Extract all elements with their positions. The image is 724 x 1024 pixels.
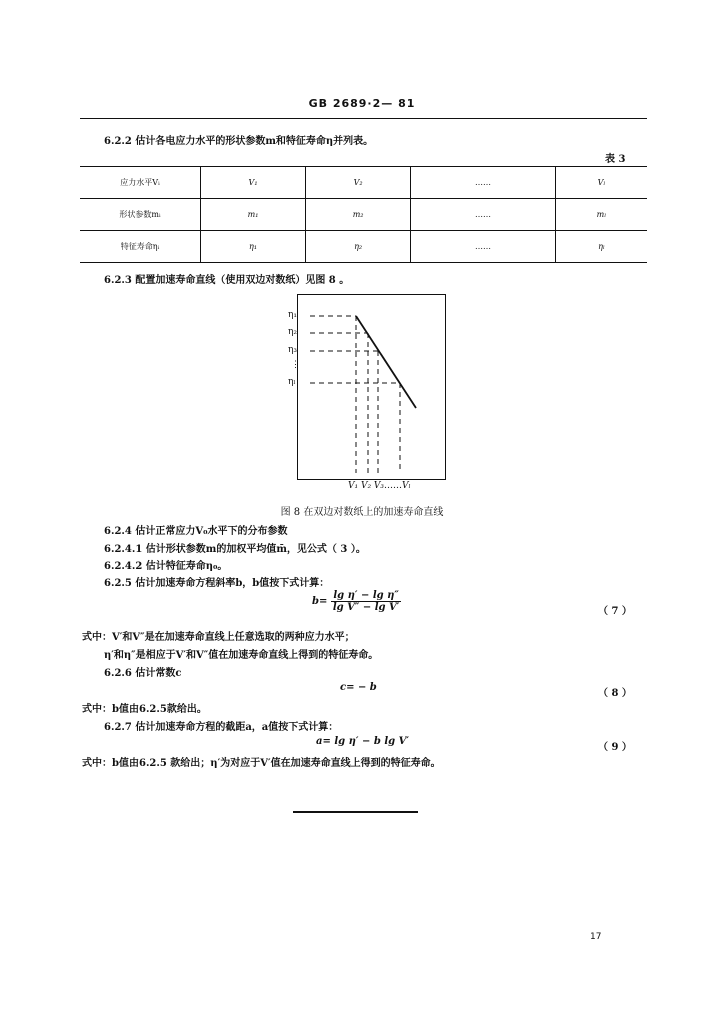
accelerated-life-line-diagram [298, 295, 444, 478]
section-6-2-6: 6.2.6 估计常数c [104, 668, 182, 679]
y-label-ellipsis: ⋮ [291, 360, 300, 370]
table-row [80, 167, 647, 199]
section-6-2-3: 6.2.3 配置加速寿命直线（使用双边对数纸）见图 8 。 [104, 275, 350, 286]
row-header: 应力水平Vᵢ [80, 167, 201, 199]
table-cell: V₁ [201, 167, 306, 199]
header-rule [80, 118, 647, 119]
table-cell: …… [411, 231, 556, 263]
y-label-eta3: η₃ [288, 345, 297, 355]
table-cell: …… [411, 199, 556, 231]
table-cell: V₂ [306, 167, 411, 199]
section-6-2-4-2: 6.2.4.2 估计特征寿命η₀。 [104, 561, 228, 572]
equation-8: c= − b [340, 682, 377, 693]
table-row [80, 199, 647, 231]
where-clause-2: η′和η″是相应于V′和V″值在加速寿命直线上得到的特征寿命。 [104, 650, 379, 661]
table-cell: Vₗ [555, 167, 647, 199]
figure-8-frame [297, 294, 446, 480]
table-cell: …… [411, 167, 556, 199]
eq7-lhs: b= [312, 596, 328, 607]
where-clause-1: 式中：V′和V″是在加速寿命直线上任意选取的两种应力水平； [82, 632, 355, 643]
equation-8-number: （ 8 ） [598, 688, 632, 699]
page-number: 17 [590, 932, 602, 942]
table-cell: m₁ [201, 199, 306, 231]
where-clause-3: 式中：b值由6.2.5款给出。 [82, 704, 207, 715]
equation-9: a= lg η′ − b lg V′ [316, 736, 410, 747]
standard-number-header: GB 2689·2— 81 [308, 97, 416, 110]
where-clause-4: 式中：b值由6.2.5 款给出；η′为对应于V′值在加速寿命直线上得到的特征寿命。 [82, 758, 441, 769]
table-3-label: 表 3 [605, 154, 626, 165]
table-row [80, 231, 647, 263]
eq7-numerator: lg η′ − lg η″ [331, 590, 402, 602]
eq7-denominator: lg V″ − lg V′ [332, 602, 400, 613]
table-cell: mₗ [555, 199, 647, 231]
y-label-eta2: η₂ [288, 327, 297, 337]
equation-7 [312, 590, 401, 613]
eq7-fraction [331, 590, 402, 613]
section-6-2-7: 6.2.7 估计加速寿命方程的截距a，a值按下式计算： [104, 722, 339, 733]
equation-7-number: （ 7 ） [598, 606, 632, 617]
figure-8-caption: 图 8 在双边对数纸上的加速寿命直线 [280, 507, 444, 518]
row-header: 形状参数mᵢ [80, 199, 201, 231]
x-labels: V₁ V₂ V₃……Vₗ [348, 481, 411, 491]
table-cell: ηₗ [555, 231, 647, 263]
table-cell: η₁ [201, 231, 306, 263]
y-label-eta1: η₁ [288, 310, 297, 320]
table-cell: η₂ [306, 231, 411, 263]
table-3 [80, 166, 647, 263]
table-cell: m₂ [306, 199, 411, 231]
section-6-2-4-1: 6.2.4.1 估计形状参数m的加权平均值m̄，见公式（ 3 ）。 [104, 544, 366, 555]
y-label-etal: ηₗ [288, 377, 296, 387]
equation-9-number: （ 9 ） [598, 742, 632, 753]
row-header: 特征寿命ηᵢ [80, 231, 201, 263]
accelerated-life-line [356, 316, 416, 408]
section-6-2-5: 6.2.5 估计加速寿命方程斜率b，b值按下式计算： [104, 578, 330, 589]
end-rule [293, 811, 418, 813]
section-6-2-4: 6.2.4 估计正常应力V₀水平下的分布参数 [104, 526, 288, 537]
section-6-2-2: 6.2.2 估计各电应力水平的形状参数m和特征寿命η并列表。 [104, 136, 374, 147]
